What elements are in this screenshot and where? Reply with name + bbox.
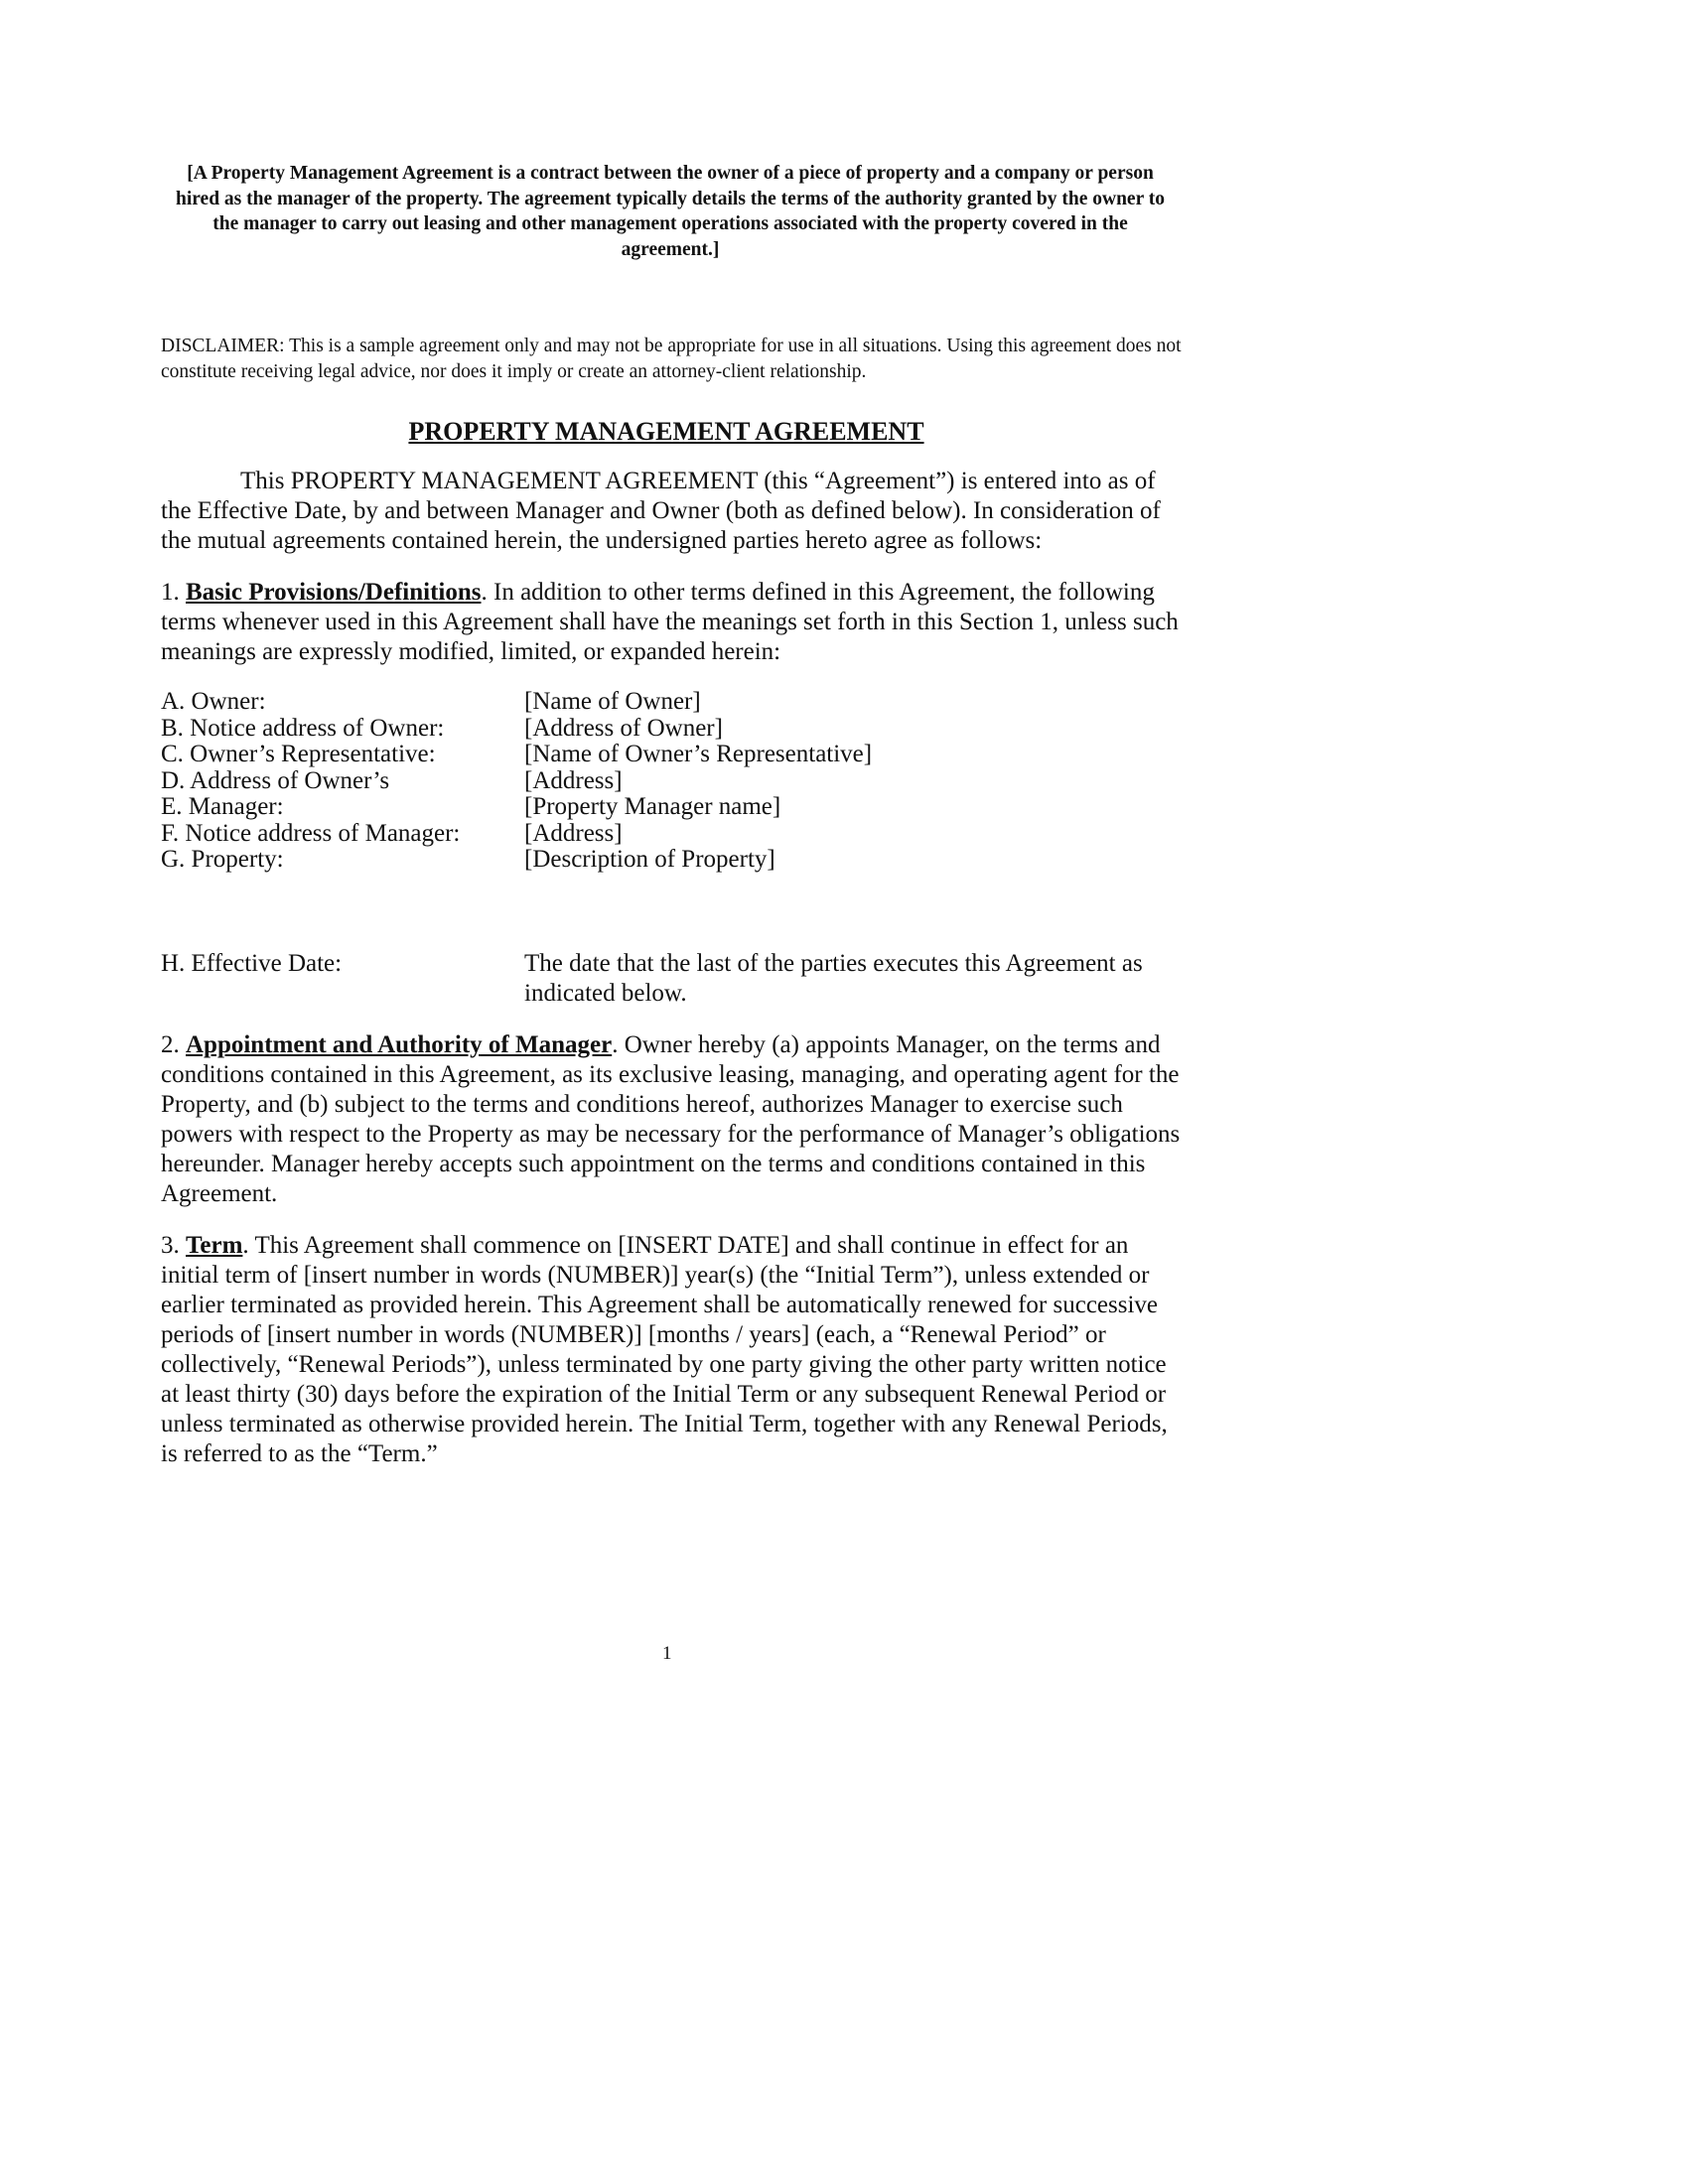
definition-row xyxy=(161,949,1184,1009)
section-2 xyxy=(161,1030,1184,1209)
definition-value: [Description of Property] xyxy=(524,846,775,873)
definition-label: E. Manager: xyxy=(161,793,284,820)
section-text: . This Agreement shall commence on [INSERT DATE] and shall continue in effect for an initial term of [insert number in words (NUMBER)] year(s) (the “Initial Term”), unless extended or earlier terminated as provided herein. This Agreement shall be automatically renewed for successive periods of [insert number in words (NUMBER)] [months / years] (each, a “Renewal Period” or collectively, “Renewal Periods”), unless terminated by one party giving the other party written notice at least thirty (30) days before the expiration of the Initial Term or any subsequent Renewal Period or unless terminated as otherwise provided herein. The Initial Term, together with any Renewal Periods, is referred to as the “Term.” xyxy=(161,1231,1168,1467)
preamble-paragraph xyxy=(161,467,1184,556)
definition-label: F. Notice address of Manager: xyxy=(161,819,461,847)
section-number: 3. xyxy=(161,1231,186,1259)
definition-value: The date that the last of the parties executes this Agreement as indicated below. xyxy=(524,949,1143,1007)
definition-label: G. Property: xyxy=(161,846,284,873)
definition-value: [Address of Owner] xyxy=(524,714,723,742)
definition-label: C. Owner’s Representative: xyxy=(161,741,436,767)
section-heading: Appointment and Authority of Manager xyxy=(186,1030,613,1058)
section-heading: Term xyxy=(186,1231,243,1259)
preamble-text: This PROPERTY MANAGEMENT AGREEMENT (this “Agreement”) is entered into as of the Effective Date, by and between Manager and Owner (both as defined below). In consideration of the mutual agreements contained herein, the undersigned parties hereto agree as follows: xyxy=(161,468,1161,554)
definition-row xyxy=(161,794,1184,821)
section-heading: Basic Provisions/Definitions xyxy=(186,579,482,606)
section-3 xyxy=(161,1231,1184,1469)
definition-row xyxy=(161,768,1184,795)
document-body xyxy=(161,467,1184,1491)
definition-row xyxy=(161,847,1184,874)
definition-value: [Name of Owner’s Representative] xyxy=(524,741,873,767)
intro-note: [A Property Management Agreement is a contract between the owner of a piece of property and a company or person hired as the manager of the property. The agreement typically details the terms of the authority granted by the owner to the manager to carry out leasing and other management operations associated with the property covered in the agreement.] xyxy=(175,163,1166,260)
section-text: . In addition to other terms defined in this Agreement, the following terms whenever used in this Agreement shall have the meanings set forth in this Section 1, unless such meanings are expressly modified, limited, or expanded herein: xyxy=(161,579,1179,665)
section-number: 2. xyxy=(161,1030,186,1058)
document-title: PROPERTY MANAGEMENT AGREEMENT xyxy=(408,417,924,446)
definition-label: A. Owner: xyxy=(161,688,266,715)
section-1 xyxy=(161,578,1184,667)
section-text: . Owner hereby (a) appoints Manager, on the terms and conditions contained in this Agreement, as its exclusive leasing, managing, and operating agent for the Property, and (b) subject to the terms and conditions hereof, authorizes Manager to exercise such powers with respect to the Property as may be necessary for the performance of Manager’s obligations hereunder. Manager hereby accepts such appointment on the terms and conditions contained in this Agreement. xyxy=(161,1030,1181,1207)
definition-value: [Address] xyxy=(524,766,623,794)
definition-row xyxy=(161,689,1184,716)
page-number: 1 xyxy=(662,1643,672,1664)
definition-value: [Name of Owner] xyxy=(524,688,701,715)
definition-label: B. Notice address of Owner: xyxy=(161,714,445,742)
section-number: 1. xyxy=(161,579,186,606)
definition-value: [Property Manager name] xyxy=(524,793,781,820)
definition-row xyxy=(161,821,1184,848)
disclaimer: DISCLAIMER: This is a sample agreement only and may not be appropriate for use in all situations. Using this agreement does not constitute receiving legal advice, nor does it imply or create an attorney-client relationship. xyxy=(161,336,1182,382)
definition-label: D. Address of Owner’s xyxy=(161,766,390,794)
definitions-list xyxy=(161,689,1184,1009)
definition-row xyxy=(161,742,1184,768)
definition-row xyxy=(161,716,1184,743)
definition-value: [Address] xyxy=(524,819,623,847)
definition-label: H. Effective Date: xyxy=(161,949,343,977)
